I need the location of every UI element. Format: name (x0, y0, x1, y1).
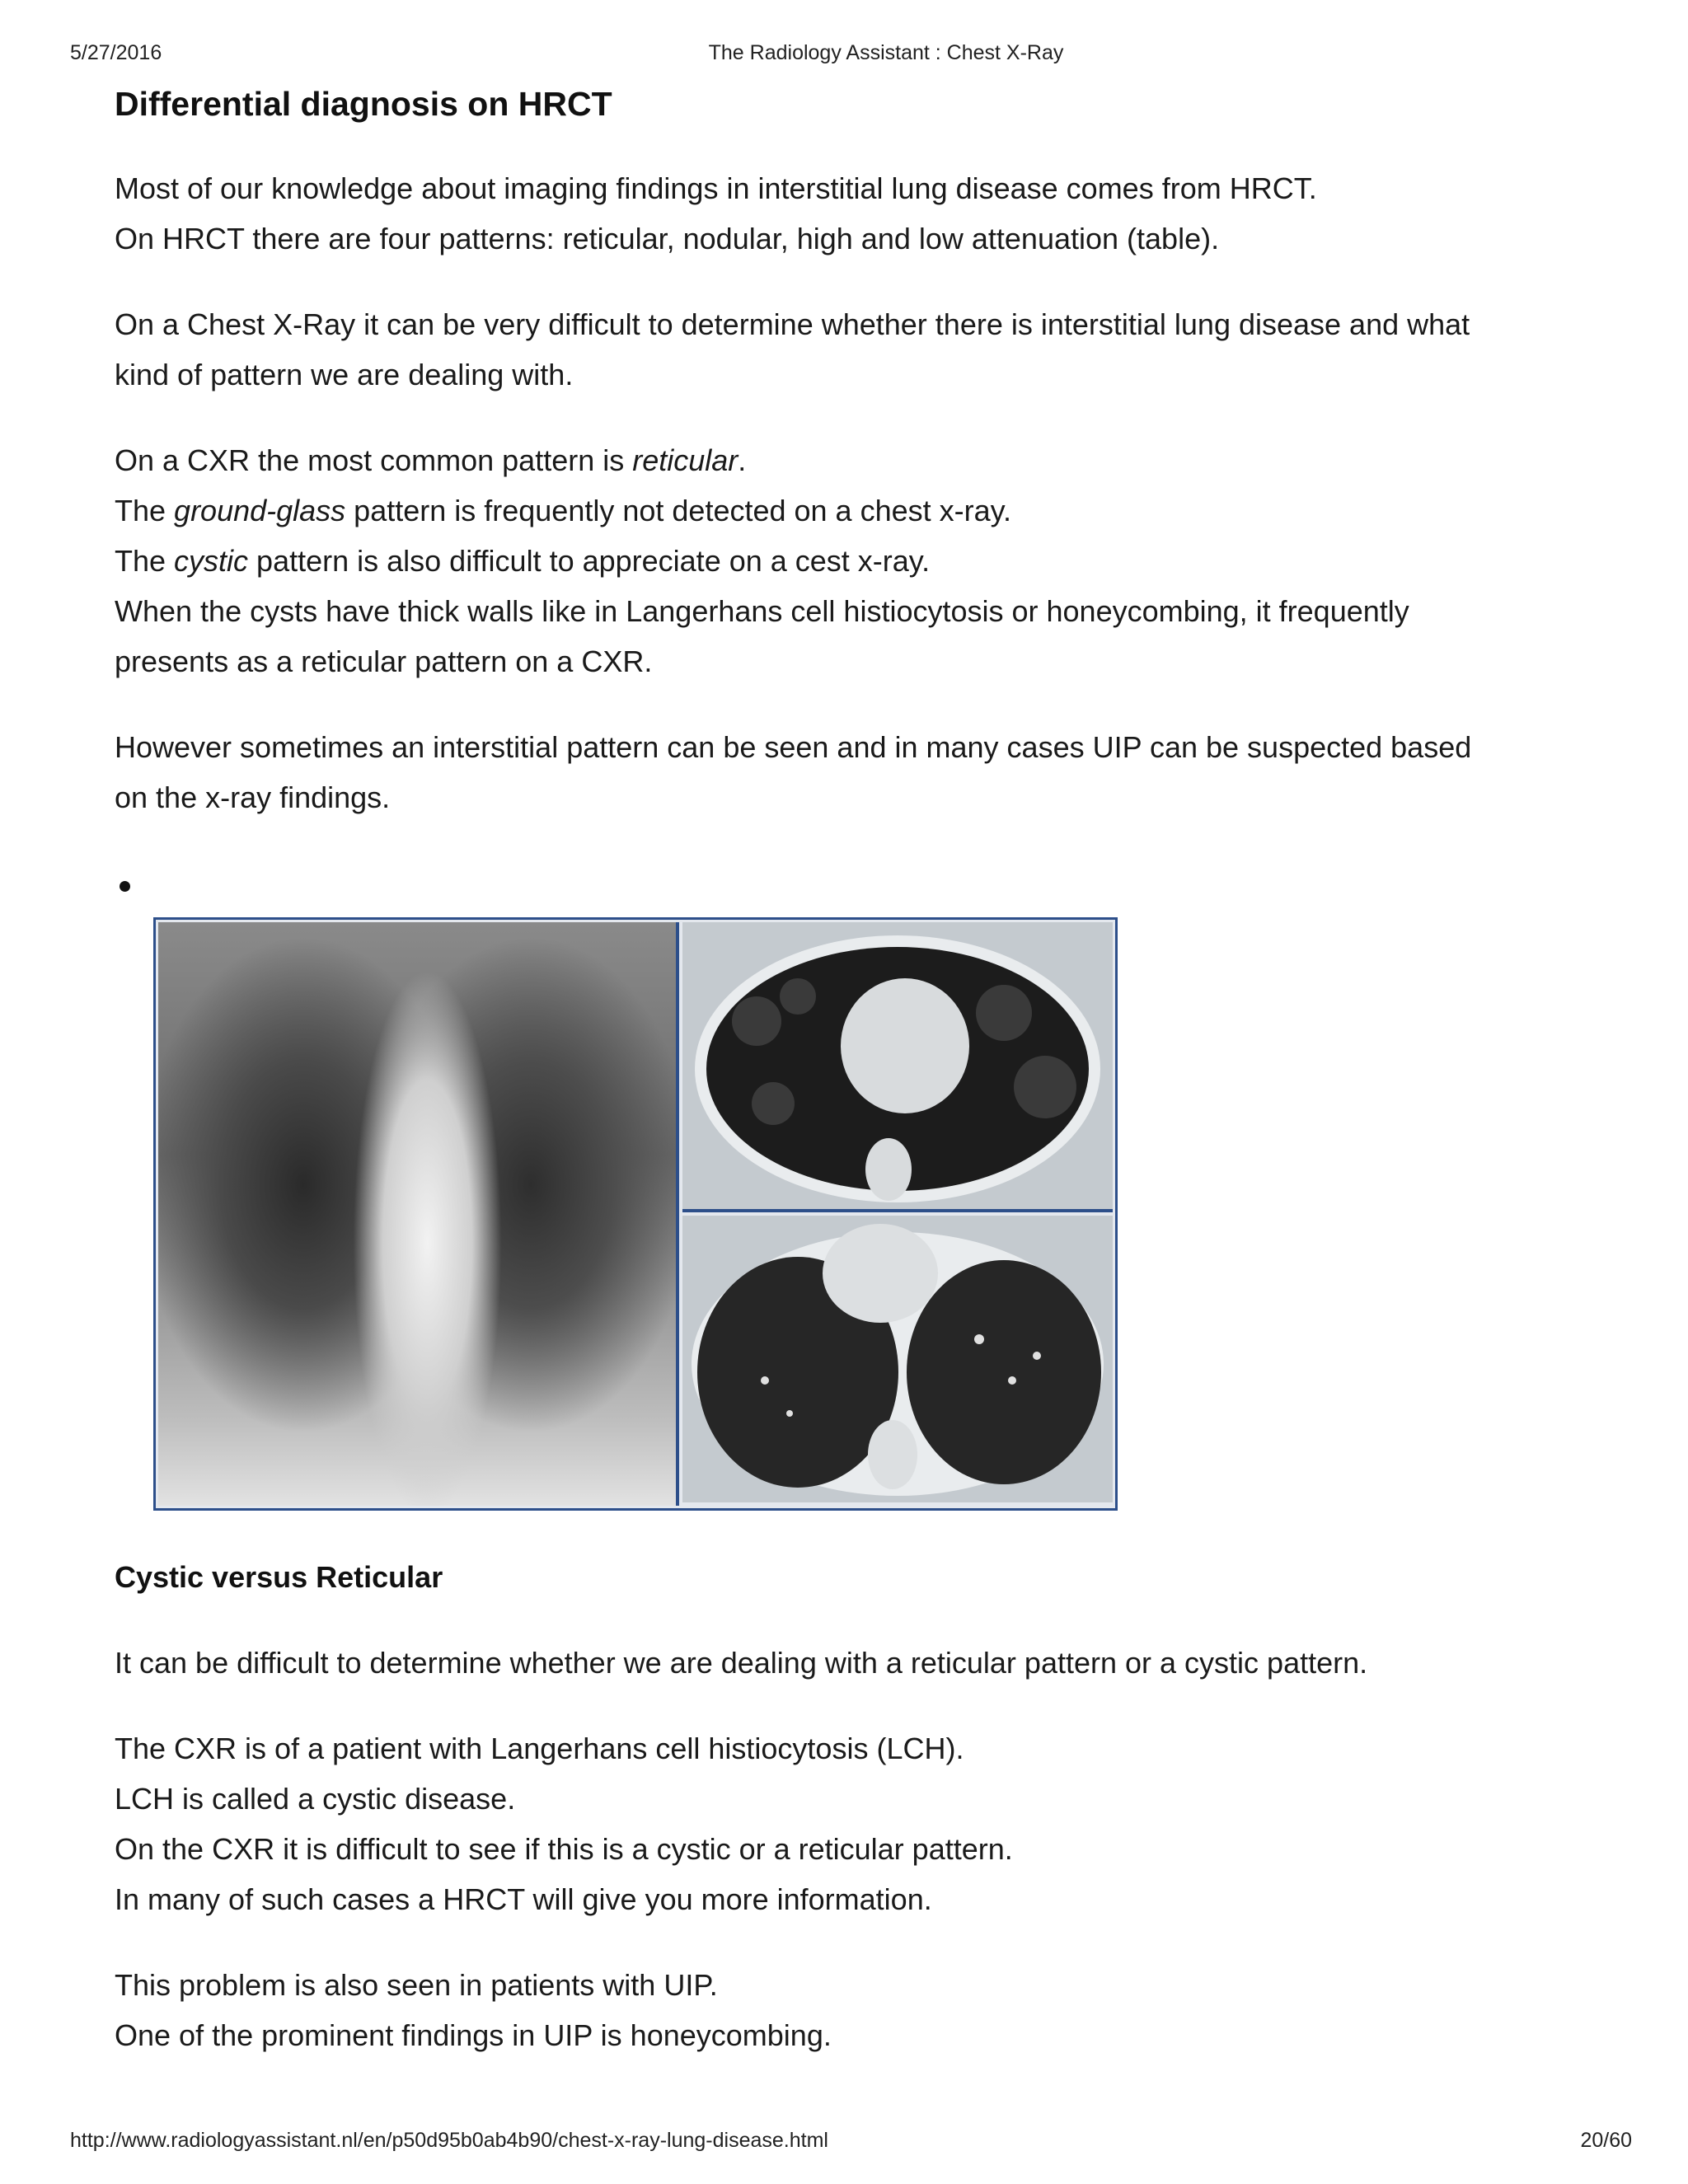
text-span: . (738, 443, 747, 477)
list-item (115, 858, 1598, 908)
paragraph-uip-suspect (115, 722, 1598, 823)
paragraph-intro (115, 163, 1598, 264)
chest-xray-image (158, 922, 679, 1506)
text-span: On a CXR the most common pattern is (115, 443, 633, 477)
text-line: presents as a reticular pattern on a CXR. (115, 644, 653, 678)
print-footer (0, 2129, 1688, 2155)
emphasis-reticular: reticular (632, 443, 738, 477)
section-heading: Differential diagnosis on HRCT (115, 85, 612, 123)
text-span: pattern is also difficult to appreciate on a cest x-ray. (248, 544, 931, 578)
text-line: on the x-ray findings. (115, 780, 391, 814)
paragraph-cxr-difficulty (115, 299, 1598, 400)
bullet-icon (120, 881, 130, 892)
text-line: In many of such cases a HRCT will give you more information. (115, 1882, 932, 1916)
figure-cxr-hrct (153, 917, 1118, 1511)
page-number: 20/60 (1580, 2129, 1632, 2152)
subsection-heading: Cystic versus Reticular (115, 1560, 443, 1594)
page-url: http://www.radiologyassistant.nl/en/p50d95b0ab4b90/chest-x-ray-lung-disease.html (70, 2129, 828, 2152)
paragraph-uip-honeycombing (115, 1960, 1598, 2060)
text-span: The (115, 544, 175, 578)
ct-scan-drawing (682, 922, 1113, 1209)
paragraph-patterns (115, 435, 1598, 687)
paragraph-cystic-vs-reticular: It can be difficult to determine whether we are dealing with a reticular pattern or a cystic pattern. (115, 1646, 1368, 1680)
article-content (115, 79, 1598, 2060)
print-page-title: The Radiology Assistant : Chest X-Ray (708, 41, 1064, 64)
paragraph-lch (115, 1723, 1598, 1924)
text-line: LCH is called a cystic disease. (115, 1782, 516, 1816)
text-line: The CXR is of a patient with Langerhans cell histiocytosis (LCH). (115, 1732, 964, 1765)
text-span: The (115, 494, 175, 527)
emphasis-ground-glass: ground-glass (174, 494, 346, 527)
text-line: On a Chest X-Ray it can be very difficult to determine whether there is interstitial lung disease and what (115, 307, 1470, 341)
text-line: On HRCT there are four patterns: reticular, nodular, high and low attenuation (table). (115, 222, 1220, 255)
text-line: This problem is also seen in patients with UIP. (115, 1968, 718, 2002)
text-line: On the CXR it is difficult to see if this is a cystic or a reticular pattern. (115, 1832, 1013, 1866)
text-span: pattern is frequently not detected on a chest x-ray. (345, 494, 1011, 527)
text-line: When the cysts have thick walls like in Langerhans cell histiocytosis or honeycombing, it frequently (115, 594, 1409, 628)
text-line: However sometimes an interstitial pattern can be seen and in many cases UIP can be suspected based (115, 730, 1472, 764)
text-line: kind of pattern we are dealing with. (115, 358, 574, 391)
hrct-image-upper (682, 922, 1113, 1212)
emphasis-cystic: cystic (174, 544, 249, 578)
text-line: One of the prominent findings in UIP is honeycombing. (115, 2018, 832, 2052)
text-line: Most of our knowledge about imaging findings in interstitial lung disease comes from HRCT. (115, 171, 1317, 205)
print-date: 5/27/2016 (70, 41, 162, 64)
hrct-image-lower (682, 1216, 1113, 1502)
ct-scan-drawing (682, 1216, 1113, 1502)
print-header (0, 41, 1688, 68)
